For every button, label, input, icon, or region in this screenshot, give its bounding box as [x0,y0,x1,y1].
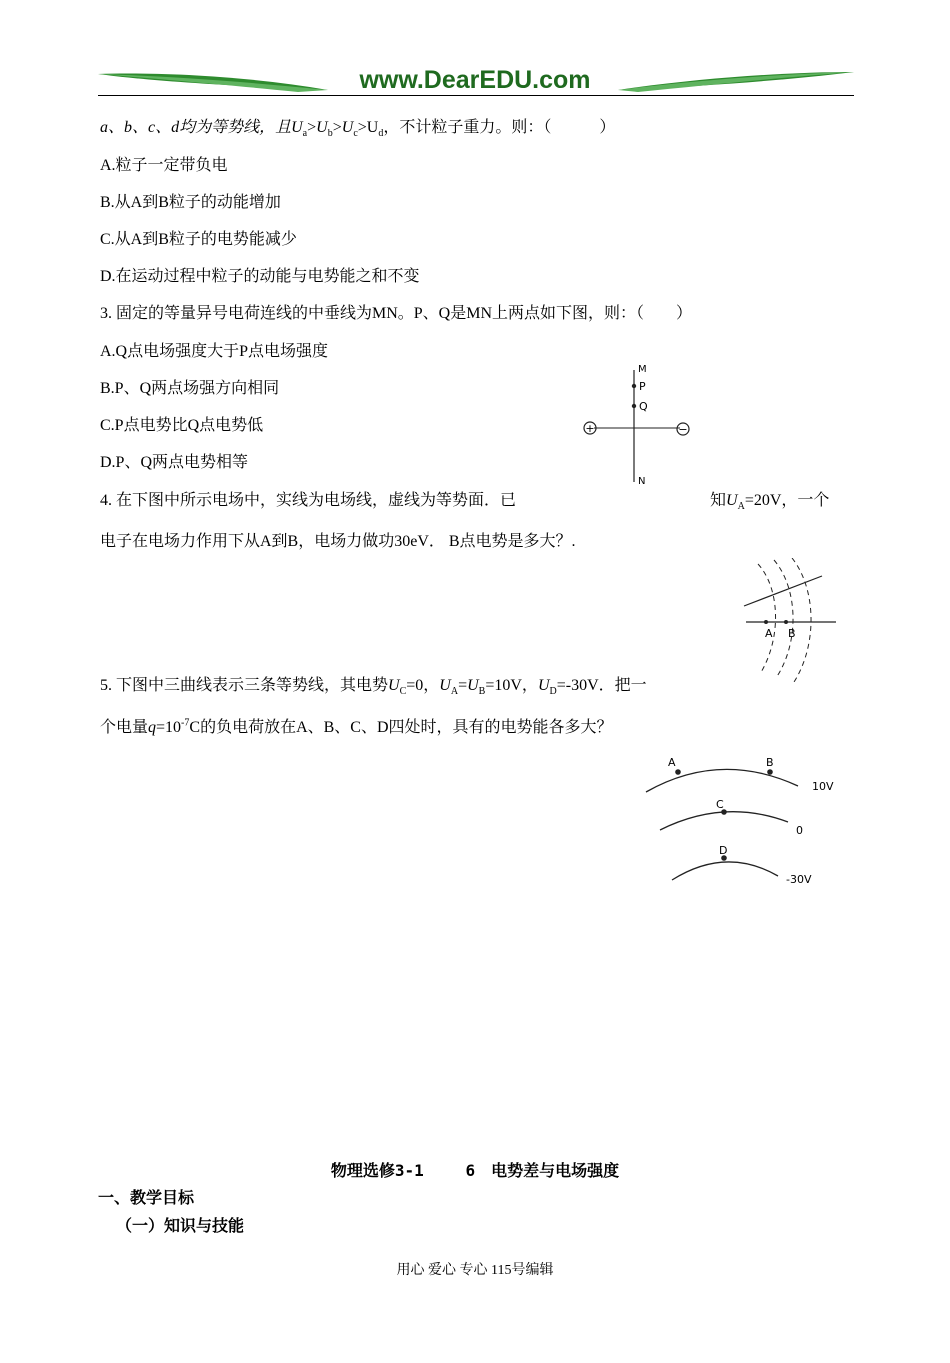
label-q: Q [639,400,648,413]
q5-line2: 个电量$q=10^{-7}C$的负电荷放在A、B、C、D四处时，具有的电势能各多大？ [100,717,613,736]
q4-line1-right: 知$U_A=20V$，一个 [710,492,830,513]
heading-knowledge-skills: （一）知识与技能 [116,1216,245,1235]
page-footer: 用心 爱心 专心 115号编辑 [396,1263,554,1278]
q3-option-a: A.Q点电场强度大于P点电场强度 [100,343,329,360]
q4-line2: 电子在电场力作用下从A到B，电场力做功30eV． B点电势是多大？. [100,533,576,550]
minus-label: − [678,423,688,436]
label-minus30v: -30V [786,873,812,886]
q4-field-figure [740,558,840,682]
label-c: C [716,798,724,811]
q2-option-d: D.在运动过程中粒子的动能与电势能之和不变 [100,268,420,285]
q4-line1-left: 4. 在下图中所示电场中，实线为电场线，虚线为等势面．已 [100,492,517,509]
q2-option-b: B.从A到B粒子的动能增加 [100,194,281,211]
label-n: N [638,476,646,487]
label-a: A [668,756,676,769]
q3-option-d: D.P、Q两点电势相等 [100,454,249,471]
point-a-icon [675,769,681,775]
site-logo: www.DearEDU.com [359,66,591,94]
q3-option-b: B.P、Q两点场强方向相同 [100,380,280,397]
q2-stem-lead: a、b、c、d均为等势线，且 [100,119,292,136]
label-m: M [638,364,647,375]
q5-equipotential-figure [640,750,850,890]
heading-teaching-goals: 一、教学目标 [98,1188,195,1207]
point-b-icon [784,620,788,624]
q2-option-a: A.粒子一定带负电 [100,157,228,174]
point-a-icon [764,620,768,624]
label-d: D [719,844,728,857]
section-title: 物理选修3-1 6 电势差与电场强度 [330,1161,620,1180]
label-b: B [788,627,796,640]
label-0v: 0 [796,824,803,837]
label-b: B [766,756,774,769]
label-p: P [639,380,646,393]
label-a: A [765,627,773,640]
q2-stem: a、b、c、d均为等势线，且$U_a>U_b>U_c>U_d$，不计粒子重力。则：（ ） [100,119,616,140]
point-p-icon [632,384,636,388]
header-rule [98,95,854,96]
q3-charge-figure [576,360,700,490]
q2-option-c: C.从A到B粒子的电势能减少 [100,231,297,248]
plus-label: + [585,422,595,435]
point-b-icon [767,769,773,775]
label-10v: 10V [812,780,834,793]
q5-line1: 5. 下图中三曲线表示三条等势线，其电势$U_C=0$，$U_A=U_B=10V$，$U_D=-30V$．把一 [100,677,647,698]
q3-option-c: C.P点电势比Q点电势低 [100,417,264,434]
q3-stem: 3. 固定的等量异号电荷连线的中垂线为MN。P、Q是MN上两点如下图，则：（ ） [100,305,693,322]
point-q-icon [632,404,636,408]
